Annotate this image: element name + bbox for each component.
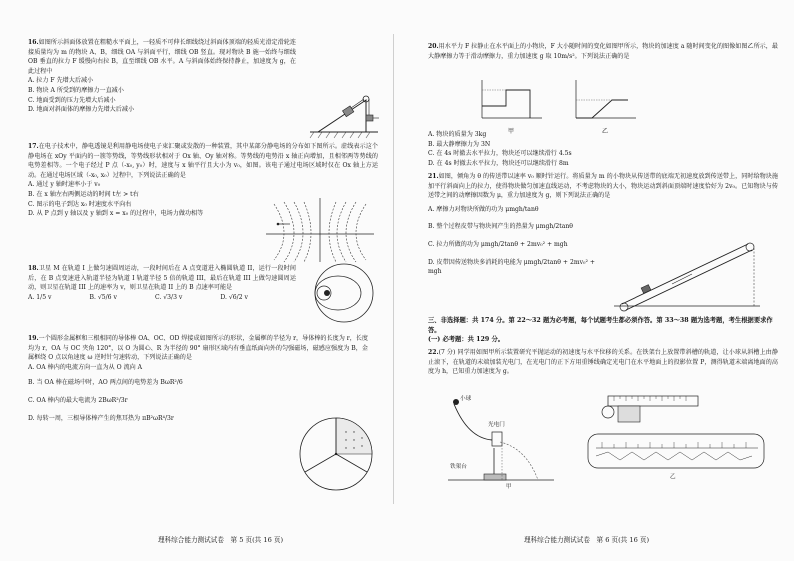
q21-option-c: C. 拉力所做的功为 μmgh/2tanθ + 2mv₀² + mgh [428,240,568,248]
right-column [428,38,778,544]
q18-option-c: C. √3/3 v [154,293,183,301]
question-20 [428,42,778,61]
q16-number: 16. [28,39,39,46]
question-19 [28,334,368,423]
q21-conveyor-figure [612,234,762,312]
q16-option-b: B. 物块 A 所受到的摩擦力一直减小 [28,86,124,94]
q17-number: 17. [28,143,39,150]
q20-option-b: B. 最大静摩擦力为 3N [428,140,491,148]
q20-acceleration-time-graph [570,78,640,135]
q22-number: 22. [428,349,439,356]
q20-graph-a-label: 甲 [507,128,514,135]
q20-option-a: A. 物块的质量为 3kg [428,131,487,138]
left-page-footer: 理科综合能力测试试卷 第 5 页(共 16 页) [158,536,284,544]
q18-orbit-figure [314,260,378,326]
q18-stem: 卫星 M 在轨道 I 上做匀速圆周运动，一段时间后在 A 点变道进入椭圆轨道 II，运行一段时间后，在 B 点变速进入轨道半径为轨道 I 轨道半径 5 倍的轨道 III，最后在轨道 III 上做匀速圆周运动，则卫星在轨道 III 上的速率为 v，则卫星在轨道 II 上的 B 点速率可能是 [28,265,296,292]
q19-option-c: C. OA 棒内的最大电流为 2BωR²/3r [28,396,128,404]
q16-option-c: C. 地面受到的压力先增大后减小 [28,96,116,104]
q22-stem: (7 分) 同学用如图甲所示装置研究平抛运动的初速度与水平位移的关系。在铁架台上放置带斜槽的轨道，让小球从斜槽上由静止滚下，在轨道的末端加装光电门，在光电门的正下方用重锤线确定光电门在水平地面上的投影位置 P，测得轨道末端离地面的高度为 h，已知重力加速度为 g。 [428,349,778,376]
q18-option-a: A. 1/5 v [28,293,52,301]
q20-graph-b-label: 乙 [601,128,608,135]
q16-stem: 如图所示斜面体放置在粗糙水平面上，一轻质不可伸长细线绕过斜面体顶端的轻质光滑定滑轮连接质量均为 m 的物块 A、B，细线 OA 与斜面平行，细线 OB 竖直。现对物块 B 施一始终与细线 OB 垂直的拉力 F 缓慢向右拉 B，直至细线 OB 水平。A 与斜面体始终保持静止，加速度为 g，在此过程中 [28,39,296,75]
q21-number: 21. [428,173,439,180]
q20-stem: 用水平力 F 拉静止在水平面上的小物块，F 大小随时间的变化如图甲所示，物块的加速度 a 随时间变化的图像如图乙所示，最大静摩擦力等于滑动摩擦力，重力加速度 g 取 10m/s²。下列说法正确的是 [428,43,778,60]
left-column [28,38,378,544]
question-22 [428,348,778,377]
q18-number: 18. [28,265,39,272]
q17-stem: 在电子技术中，静电透镜是利用静电场使电子束汇聚或发散的一种装置，其中某部分静电场的分布如下图所示。虚线表示这个静电场在 xOy 平面内的一簇等势线，等势线形状相对于 Ox 轴、Oy 轴对称。等势线的电势沿 x 轴正向增加，且相邻两等势线的电势差相等。一个电子经过 P 点（-x₀, y₀）时，速度与 x 轴平行且大小为 v₀，如图。该电子通过电场区域时仅在 Ox 轴上方运动。在通过电场区域（-x₀, x₀）过程中，下列说法正确的是 [28,143,378,179]
q20-option-d: D. 在 4s 时撤去水平拉力，物块还可以继续滑行 8m [428,159,569,167]
q19-number: 19. [28,335,39,342]
right-page-footer: 理科综合能力测试试卷 第 6 页(共 16 页) [524,536,650,544]
q21-stem: 如图，倾角为 θ 的传送带以速率 v₀ 顺时针运行。将质量为 m 的小物块从传送带的底端无初速度放到传送带上，同时给物块施加平行斜面向上的拉力，使得物块做匀加速直线运动，不考虑物块的大小，物块运动到斜面顶端时速度恰好为 2v₀。已知物块与传送带之间的动摩擦因数为 μ，重力加速度为 g，则下列说法正确的是 [428,173,778,200]
q18-option-d: D. √6/2 v [220,293,248,301]
q22-label-ball: 小球 [460,396,472,402]
q19-stem: 一个圆形金属框和三根相同的导体棒 OA、OC、OD 焊接成如图所示的形状，金属框的半径为 r，导体棒的长度为 r，长度均为 r，OA 与 OC 夹角 120°，以 O 为圆心、R 为半径的 90° 扇形区域内有垂直纸面向外的匀强磁场，磁感应强度为 B，金属框绕 O 点以角速度 ω 逆时针匀速转动，下列说法正确的是 [28,335,368,362]
page-divider [393,34,394,504]
q19-option-d: D. 每转一周，三根导体棒产生的焦耳热为 πB²ωR⁴/3r [28,414,174,422]
q19-option-b: B. 当 OA 棒在磁场中时，AO 两点间的电势差为 BωR²/6 [28,379,183,387]
q21-option-d: D. 皮带因传送物块多消耗的电能为 μmgh/2tanθ + 2mv₀² + mgh [428,258,595,276]
q17-equipotential-figure [264,196,376,264]
q16-option-d: D. 地面对斜面体的摩擦力先增大后减小 [28,106,135,114]
q17-option-d: D. 从 P 点到 y 轴以及 y 轴到 x = x₀ 的过程中，电场力做功相等 [28,210,204,218]
q20-number: 20. [428,43,439,50]
question-16 [28,38,296,115]
q16-option-a: A. 拉力 F 先增大后减小 [28,77,94,85]
question-18 [28,264,296,302]
q20-options [428,130,778,168]
q17-option-b: B. 在 x 轴左右两侧运动的时间 t左 > t右 [28,190,139,198]
section-3-subtitle: (一) 必考题：共 129 分。 [428,336,505,344]
q17-option-c: C. 图示的电子到达 x₀ 时速度水平向右 [28,200,132,208]
section-3-header [428,316,778,345]
q19-circle-field-figure [296,414,376,494]
q16-incline-figure [308,88,380,140]
q22-apparatus-figure [446,390,556,488]
q22-label-stand: 铁架台 [450,464,467,470]
q20-option-c: C. 在 4s 时撤去水平拉力，物块还可以继续滑行 4.5s [428,150,572,158]
q22-label-gate: 光电门 [488,422,505,428]
q21-option-b: B. 整个过程皮带与物块间产生的热量为 μmgh/2tanθ [428,223,573,231]
q21-option-a: A. 摩擦力对物块所做的功为 μmgh/tanθ [428,205,539,213]
q22-label-a: 甲 [506,484,512,490]
q19-option-a: A. OA 棒内的电流方向一直为从 O 流向 A [28,363,143,371]
section-3-title: 三、非选择题：共 174 分。第 22～32 题为必考题，每个试题考生都必须作答。第 33～38 题为选考题，考生根据要求作答。 [428,317,773,334]
q18-option-b: B. √5/6 v [89,293,117,301]
q22-label-b: 乙 [670,474,676,480]
q20-force-time-graph [476,78,546,135]
q17-option-a: A. 通过 y 轴时速率小于 v₀ [28,181,101,189]
q22-caliper-figure [578,390,768,484]
